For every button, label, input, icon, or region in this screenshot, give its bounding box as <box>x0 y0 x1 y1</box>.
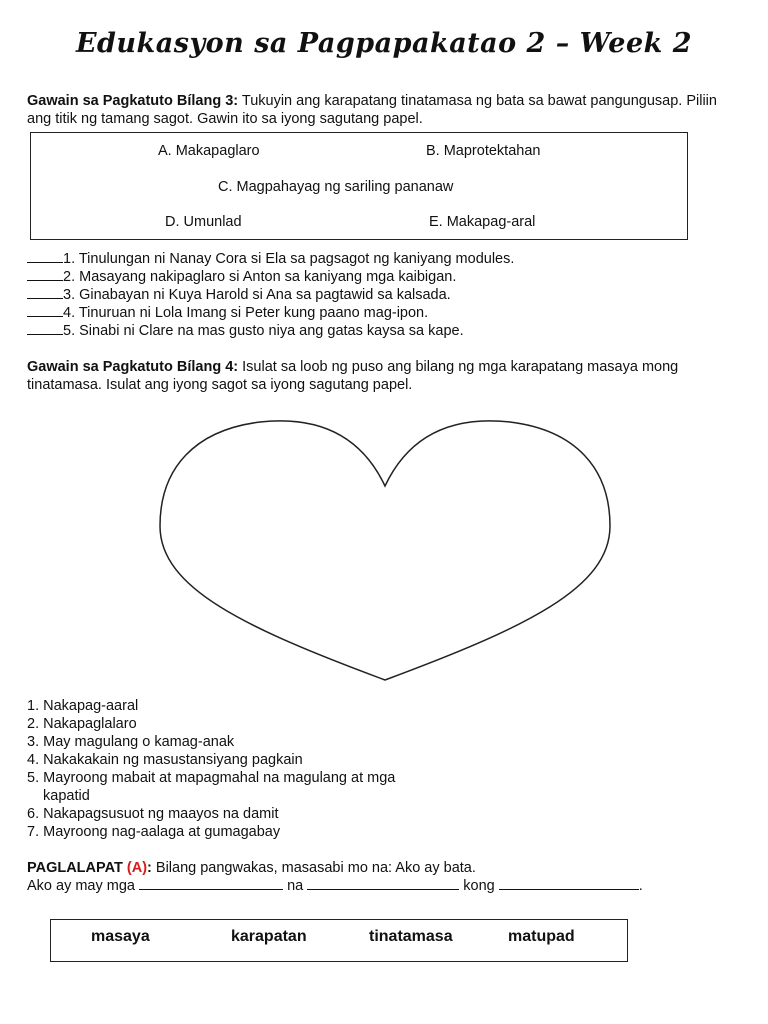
heart-icon <box>155 408 615 688</box>
list-item: 1. Tinulungan ni Nanay Cora si Ela sa pagsagot ng kaniyang modules. <box>27 250 514 268</box>
paglalapat-text: Bilang pangwakas, masasabi mo na: Ako ay bata. <box>155 860 476 876</box>
activity3-items <box>27 250 514 340</box>
answer-blank[interactable] <box>27 268 63 281</box>
answer-blank[interactable] <box>27 304 63 317</box>
paglalapat-heading: PAGLALAPAT (A): Bilang pangwakas, masasabi mo na: Ako ay bata. <box>27 860 476 876</box>
rights-list <box>27 697 395 841</box>
answer-blank[interactable] <box>27 250 63 263</box>
list-item: 7. Mayroong nag-aalaga at gumagabay <box>27 824 281 840</box>
answer-blank[interactable] <box>27 286 63 299</box>
list-item: 5. Mayroong mabait at mapagmahal na magulang at mga <box>27 770 396 786</box>
list-item: 6. Nakapagsusuot ng maayos na damit <box>27 806 279 822</box>
choice-d: D. Umunlad <box>165 214 242 230</box>
choice-a: A. Makapaglaro <box>158 143 260 159</box>
list-item: 5. Sinabi ni Clare na mas gusto niya ang gatas kaysa sa kape. <box>27 322 514 340</box>
paglalapat-label: PAGLALAPAT <box>27 860 123 876</box>
list-item: 4. Tinuruan ni Lola Imang si Peter kung paano mag-ipon. <box>27 304 514 322</box>
activity4-instruction: Isulat sa loob ng puso ang bilang ng mga karapatang masaya mong tinatamasa. Isulat ang iyong sagot sa iyong sagutang papel. <box>27 359 679 393</box>
choice-c: C. Magpahayag ng sariling pananaw <box>218 179 454 195</box>
list-item: kapatid <box>43 788 90 804</box>
fill-blank-1[interactable] <box>139 877 283 890</box>
activity3-instructions <box>27 92 742 128</box>
page-title: Edukasyon sa Pagpapakatao 2 – Week 2 <box>75 28 693 59</box>
word-tinatamasa: tinatamasa <box>369 928 453 945</box>
list-item: 3. Ginabayan ni Kuya Harold si Ana sa pagtawid sa kalsada. <box>27 286 514 304</box>
choice-e: E. Makapag-aral <box>429 214 536 230</box>
list-item: 4. Nakakakain ng masustansiyang pagkain <box>27 752 303 768</box>
word-masaya: masaya <box>91 928 150 945</box>
fill-blank-3[interactable] <box>499 877 639 890</box>
list-item: 1. Nakapag-aaral <box>27 698 139 714</box>
fill-blank-2[interactable] <box>307 877 459 890</box>
word-matupad: matupad <box>508 928 575 945</box>
word-bank <box>50 919 628 962</box>
activity3-instruction: Tukuyin ang karapatang tinatamasa ng bata sa bawat pangungusap. Piliin ang titik ng tamang sagot. Gawin ito sa iyong sagutang papel. <box>27 93 717 127</box>
activity4-label: Gawain sa Pagkatuto Bílang 4: <box>27 359 239 375</box>
fill-sentence: Ako ay may mga na kong . <box>27 878 643 894</box>
paglalapat-tag: (A) <box>126 860 148 876</box>
list-item: 2. Masayang nakipaglaro si Anton sa kaniyang mga kaibigan. <box>27 268 514 286</box>
activity3-label: Gawain sa Pagkatuto Bílang 3: <box>27 93 239 109</box>
list-item: 2. Nakapaglalaro <box>27 716 137 732</box>
list-item: 3. May magulang o kamag-anak <box>27 734 235 750</box>
activity4-instructions <box>27 358 742 394</box>
word-karapatan: karapatan <box>231 928 307 945</box>
answer-blank[interactable] <box>27 322 63 335</box>
choice-b: B. Maprotektahan <box>426 143 541 159</box>
choices-box <box>30 132 688 240</box>
